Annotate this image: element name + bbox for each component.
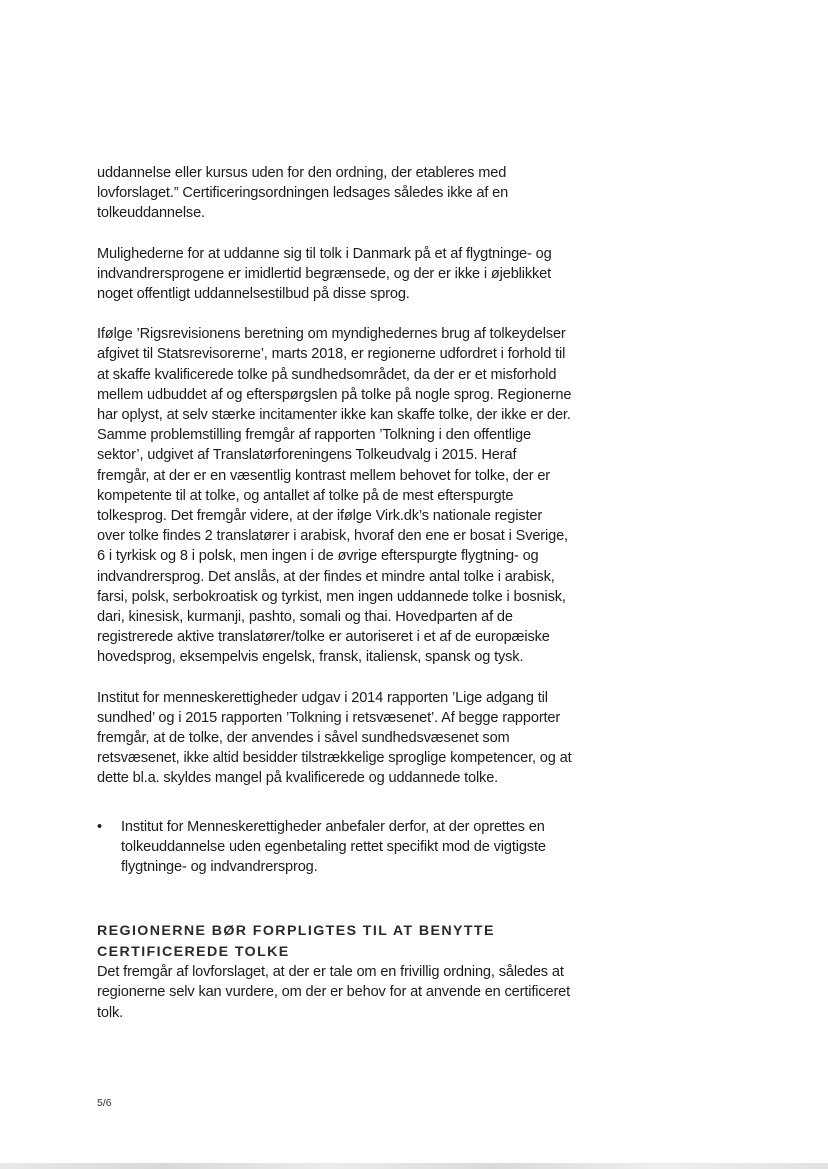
paragraph-education-options: Mulighederne for at uddanne sig til tolk i Danmark på et af flygtninge- og indvandrersprogene er imidlertid begrænsede, og der er ikke i øjeblikket noget offentligt uddannelsestilbud på disse sprog. [97,245,552,303]
section-heading: REGIONERNE BØR FORPLIGTES TIL AT BENYTTE CERTIFICEREDE TOLKE [97,923,495,960]
page-number: 5/6 [97,1097,112,1109]
paragraph-gap [97,789,572,817]
recommendation-bullet [97,817,572,878]
paragraph-human-rights-reports: Institut for menneskerettigheder udgav i 2014 rapporten ’Lige adgang til sundhed’ og i 2015 rapporten ’Tolkning i retsvæsenet’. Af begge rapporter fremgår, at de tolke, der anvendes i såvel sundhedsvæsenet som retsvæsenet, ikke altid besidder tilstrækkelige sproglige kompetencer, og at dette bl.a. skyldes mangel på kvalificerede og uddannede tolke. [97,689,572,787]
section-paragraph: Det fremgår af lovforslaget, at der er tale om en frivillig ordning, således at regionerne selv kan vurdere, om der er behov for at anvende en certificeret tolk. [97,964,571,1021]
bullet-icon: • [97,818,103,835]
paragraph-rigsrevision-report: Ifølge ’Rigsrevisionens beretning om myndighedernes brug af tolkeydelser afgivet til Statsrevisorerne’, marts 2018, er regionerne udfordret i forhold til at skaffe kvalificerede tolke på sundhedsområdet, da der er et misforhold mellem udbuddet af og efterspørgslen på tolke på nogle sprog. Regionerne har oplyst, at selv stærke incitamenter ikke kan skaffe tolke, der ikke er der. [97,326,572,424]
paragraph-gap [97,224,572,244]
paragraph-translator-association-report: Samme problemstilling fremgår af rapporten ’Tolkning i den offentlige sektor’, udgivet af Translatørforeningens Tolkeudvalg i 2015. Heraf fremgår, at der er en væsentlig kontrast mellem behovet for tolke, der er kompetente til at tolke, og antallet af tolke på de mest efterspurgte tolkesprog. Det fremgår videre, at der ifølge Virk.dk’s nationale register over tolke findes 2 translatører i arabisk, hvoraf den ene er bosat i Sverige, 6 i tyrkisk og 8 i polsk, men ingen i de øvrige efterspurgte flygtning- og indvandrersprog. Det anslås, at der findes et mindre antal tolke i arabisk, farsi, polsk, serbokroatisk og tyrkist, men ingen uddannede tolke i bosnisk, dari, kinesisk, kurmanji, pashto, somali og thai. Hovedparten af de registrerede aktive translatører/tolke er autoriseret i et af de europæiske hovedsprog, eksempelvis engelsk, fransk, italiensk, spansk og tysk. [97,427,568,666]
paragraph-certification-intro: uddannelse eller kursus uden for den ordning, der etableres med lovforslaget.” Certificeringsordningen ledsages således ikke af en tolkeuddannelse. [97,165,509,222]
paragraph-gap [97,668,572,688]
recommendation-text: Institut for Menneskerettigheder anbefaler derfor, at der oprettes en tolkeuddannelse uden egenbetaling rettet specifikt mod de vigtigste flygtninge- og indvandrersprog. [121,818,546,876]
section-gap [97,877,572,921]
scan-edge [0,1163,828,1169]
document-body [97,163,572,1023]
paragraph-gap [97,304,572,324]
